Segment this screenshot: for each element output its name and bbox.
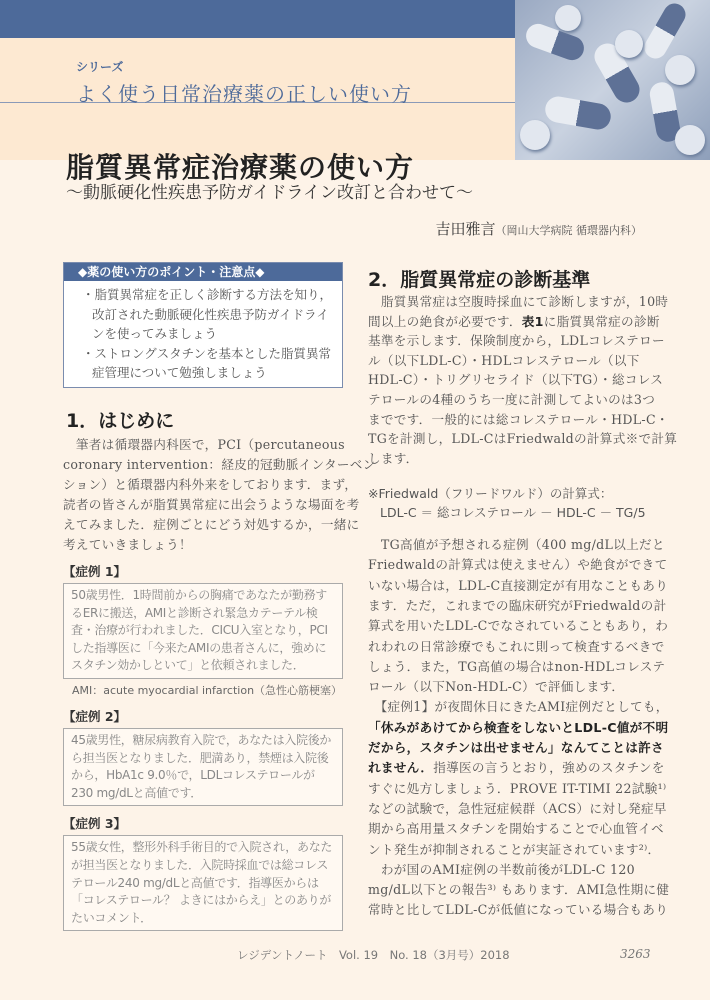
body-text-line: ます．ただ，これまでの臨床研究がFriedwaldの計 [368, 597, 667, 613]
body-text-line: 読者の皆さんが脂質異常症に出会うような場面を考 [63, 497, 360, 512]
body-text-line: などの試験で，急性冠症候群（ACS）に対し発症早 [368, 800, 667, 816]
case-1-box: 50歳男性．1時間前からの胸痛であなたが勤務するERに搬送，AMIと診断され緊急カテーテル検査・治療が行われました．CICU入室となり，PCIした指導医に「今来たAMIの患者さんに，強めにスタチン効かしといて」と依頼されました． [63, 583, 343, 679]
body-text-line [368, 739, 664, 756]
section-1-heading: 1．はじめに [66, 410, 175, 432]
body-text-line: わが国のAMI症例の半数前後がLDL-C 120 [368, 861, 635, 877]
body-text-line: しょう．また，TG高値の場合はnon-HDLコレステ [368, 658, 666, 674]
formula: LDL-C ＝ 総コレステロール － HDL-C － TG/5 [380, 505, 646, 520]
header-band [0, 0, 515, 38]
case-1-note: AMI：acute myocardial infarction（急性心筋梗塞） [72, 683, 343, 697]
body-text-line: 期から高用量スタチンを開始することで心血管イベ [368, 821, 664, 837]
case-3-box: 55歳女性，整形外科手術目的で入院され，あなたが担当医となりました．入院時採血では総コレステロール240 mg/dLと高値です．指導医からは「コレステロール？ よきにはからえ」とのありがたいコメント． [63, 835, 343, 931]
case-3-label: 【症例 3】 [63, 816, 127, 832]
body-text-line: 筆者は循環器内科医で，PCI（percutaneous [63, 437, 345, 452]
body-text-line: 考えていきましょう！ [63, 537, 192, 552]
text-segment: に脂質異常症の診断 [543, 313, 660, 329]
body-text-line: mg/dL以下との報告³⁾ もあります．AMI急性期に健 [368, 882, 670, 898]
key-points-heading: ◆薬の使い方のポイント・注意点◆ [64, 263, 342, 281]
emphasis-text: れません． [368, 760, 434, 776]
case-2-box: 45歳男性，糖尿病教育入院で，あなたは入院後から担当医となりました．肥満あり，禁煙は入院後から，HbA1c 9.0％で，LDLコレステロールが230 mg/dLと高値です． [63, 728, 343, 806]
body-text-line: 算式を用いたLDL-Cでなされていることもあり，わ [368, 618, 669, 634]
key-point-item: ・ストロングスタチンを基本とした脂質異常症管理について勉強しましょう [82, 345, 332, 380]
body-text-line: Friedwaldの計算式は使えません）や絶食ができて [368, 557, 668, 573]
body-text-line: ル（以下LDL-C）・HDLコレステロール（以下 [368, 352, 640, 368]
body-text-line: れわれの日常診療でもこれに則って検査するべきで [368, 638, 665, 654]
body-text-line: 【症例1】が夜間休日にきたAMI症例だとしても， [368, 699, 669, 715]
body-text-line: ション）と循環器内科外来をしております．まず， [63, 477, 358, 492]
text-segment: 間以上の絶食が必要です． [368, 313, 522, 329]
body-text-line: します． [368, 450, 419, 466]
body-text-line: TGを計測し，LDL-CはFriedwaldの計算式※で計算 [368, 431, 678, 447]
article-title: 脂質異常症治療薬の使い方 [66, 151, 415, 184]
body-text-line: 基準を示します．保険制度から，LDLコレステロー [368, 333, 665, 349]
page-number: 3263 [620, 947, 651, 961]
text-segment: 指導医の言うとおり，強めのスタチンを [433, 760, 665, 776]
series-label: シリーズ [76, 60, 124, 74]
emphasis-text: 表1 [521, 313, 544, 329]
body-text-line [368, 719, 668, 736]
body-text-line: 常時と比してLDL-Cが低値になっている場合もあり [368, 902, 669, 918]
article-subtitle: 〜動脈硬化性疾患予防ガイドライン改訂と合わせて〜 [66, 183, 473, 203]
body-text-line [368, 313, 660, 330]
journal-footer: レジデントノート Vol. 19 No. 18（3月号）2018 [237, 948, 510, 962]
body-text-line: 脂質異常症は空腹時採血にて診断しますが，10時 [368, 294, 669, 309]
body-text-line: ント発生が抑制されることが実証されています²⁾． [368, 841, 661, 857]
case-2-label: 【症例 2】 [63, 708, 127, 724]
body-text-line: いない場合は，LDL-C直接測定が有用なこともあり [368, 577, 669, 593]
case-1-label: 【症例 1】 [63, 564, 127, 579]
body-text-line: coronary intervention：経皮的冠動脈インターベン [63, 457, 376, 472]
body-text-line: HDL-C）・トリグリセライド（以下TG）・総コレス [368, 372, 664, 388]
body-text-line: TG高値が予想される症例（400 mg/dL以上だと [368, 537, 665, 552]
cases-column [63, 564, 343, 931]
formula-title: ※Friedwald（フリードワルド）の計算式： [368, 486, 613, 501]
body-text-line: えてみました．症例ごとにどう対処するか，一緒に [63, 517, 360, 532]
body-text-line: テロールの4種のうち一度に計測してよいのは3つ [368, 392, 656, 407]
author-affiliation: （岡山大学病院 循環器内科） [495, 224, 642, 237]
section-2-heading: 2．脂質異常症の診断基準 [368, 269, 591, 291]
series-title: よく使う日常治療薬の正しい使い方 [76, 82, 412, 106]
emphasis-text: だから，スタチンは出せません」なんてことは許さ [368, 740, 664, 755]
key-points-box [63, 262, 343, 388]
key-point-item: ・脂質異常症を正しく診断する方法を知り，改訂された動脈硬化性疾患予防ガイドラインを使ってみましょう [82, 287, 333, 341]
author-byline [435, 218, 642, 239]
body-text-line: までです．一般的には総コレステロール・HDL-C・ [368, 411, 669, 427]
body-text-line [368, 759, 665, 776]
pills-photo [515, 0, 710, 160]
emphasis-text: 「休みがあけてから検査をしないとLDL-C値が不明 [368, 719, 669, 735]
body-text-line: ロール（以下Non-HDL-C）で評価します． [368, 679, 625, 695]
author-name: 吉田雅言 [435, 220, 496, 238]
body-text-line: すぐに処方しましょう．PROVE IT-TIMI 22試験¹⁾ [368, 780, 667, 796]
